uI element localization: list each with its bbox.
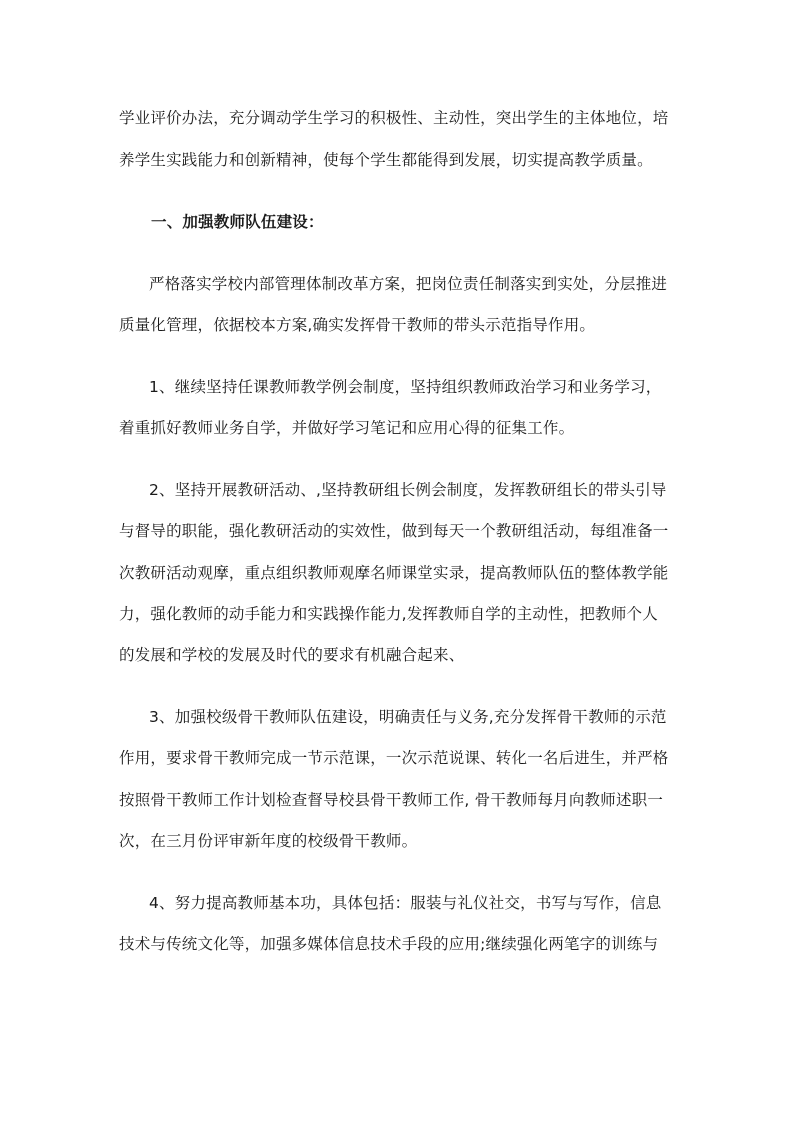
- intro-line-1: 学业评价办法，充分调动学生学习的积极性、主动性，突出学生的主体地位，培: [119, 109, 669, 127]
- item1-line-2: 着重抓好教师业务自学，并做好学习笔记和应用心得的征集工作。: [119, 419, 575, 437]
- section-heading-teacher-team: 一、加强教师队伍建设：: [151, 213, 324, 231]
- item3-line-4: 次，在三月份评审新年度的校级骨干教师。: [119, 832, 418, 850]
- item4-line-1: 4、努力提高教师基本功，具体包括：服装与礼仪社交，书写与写作，信息: [149, 894, 662, 912]
- section1-para-line-2: 质量化管理，依据校本方案,确实发挥骨干教师的带头示范指导作用。: [119, 316, 596, 334]
- section1-para-line-1: 严格落实学校内部管理体制改革方案，把岗位责任制落实到实处，分层推进: [149, 275, 668, 293]
- item2-line-2: 与督导的职能，强化教研活动的实效性，做到每天一个教研组活动，每组准备一: [119, 522, 669, 540]
- item1-line-1: 1、继续坚持任课教师教学例会制度，坚持组织教师政治学习和业务学习，: [149, 378, 662, 396]
- item4-line-2: 技术与传统文化等，加强多媒体信息技术手段的应用;继续强化两笔字的训练与: [119, 935, 659, 953]
- item3-line-2: 作用，要求骨干教师完成一节示范课，一次示范说课、转化一名后进生，并严格: [119, 749, 669, 767]
- item2-line-3: 次教研活动观摩，重点组织教师观摩名师课堂实录，提高教师队伍的整体教学能: [119, 564, 669, 582]
- item3-line-3: 按照骨干教师工作计划检查督导校县骨干教师工作, 骨干教师每月向教师述职一: [119, 791, 664, 809]
- item3-line-1: 3、加强校级骨干教师队伍建设，明确责任与义务,充分发挥骨干教师的示范: [149, 708, 667, 726]
- item2-line-5: 的发展和学校的发展及时代的要求有机融合起来、: [119, 646, 465, 664]
- item2-line-1: 2、坚持开展教研活动、,坚持教研组长例会制度，发挥教研组长的带头引导: [149, 481, 667, 499]
- intro-line-2: 养学生实践能力和创新精神，使每个学生都能得到发展，切实提高教学质量。: [119, 151, 653, 169]
- item2-line-4: 力，强化教师的动手能力和实践操作能力,发挥教师自学的主动性，把教师个人: [119, 605, 658, 623]
